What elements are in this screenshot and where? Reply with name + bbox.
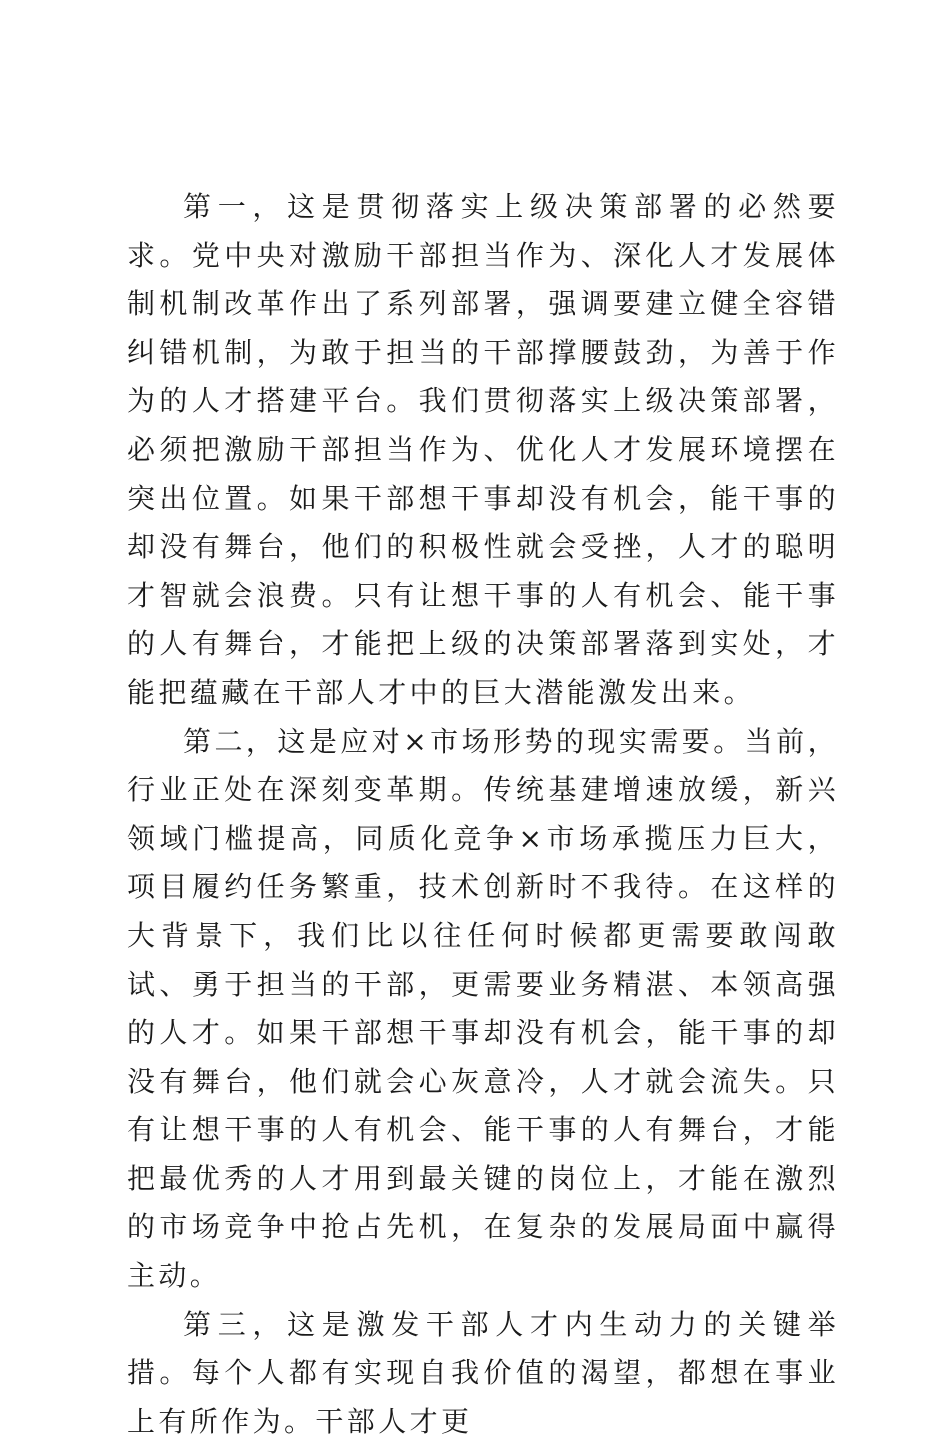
paragraph-2: 第二，这是应对×市场形势的现实需要。当前，行业正处在深刻变革期。传统基建增速放缓，新兴领域门槛提高，同质化竞争×市场承揽压力巨大，项目履约任务繁重，技术创新时不我待。在这样的大背景下，我们比以往任何时候都更需要敢闯敢试、勇于担当的干部，更需要业务精湛、本领高强的人才。如果干部想干事却没有机会，能干事的却没有舞台，他们就会心灰意冷，人才就会流失。只有让想干事的人有机会、能干事的人有舞台，才能把最优秀的人才用到最关键的岗位上，才能在激烈的市场竞争中抢占先机，在复杂的发展局面中赢得主动。: [127, 724, 839, 1293]
paragraph-1: 第一，这是贯彻落实上级决策部署的必然要求。党中央对激励干部担当作为、深化人才发展体制机制改革作出了系列部署，强调要建立健全容错纠错机制，为敢于担当的干部撑腰鼓劲，为善于作为的人才搭建平台。我们贯彻落实上级决策部署，必须把激励干部担当作为、优化人才发展环境摆在突出位置。如果干部想干事却没有机会，能干事的却没有舞台，他们的积极性就会受挫，人才的聪明才智就会浪费。只有让想干事的人有机会、能干事的人有舞台，才能把上级的决策部署落到实处，才能把蕴藏在干部人才中的巨大潜能激发出来。: [127, 190, 839, 709]
paragraph-3: 第三，这是激发干部人才内生动力的关键举措。每个人都有实现自我价值的渴望，都想在事业上有所作为。干部人才更: [127, 1307, 839, 1438]
document-body: [127, 183, 839, 1446]
